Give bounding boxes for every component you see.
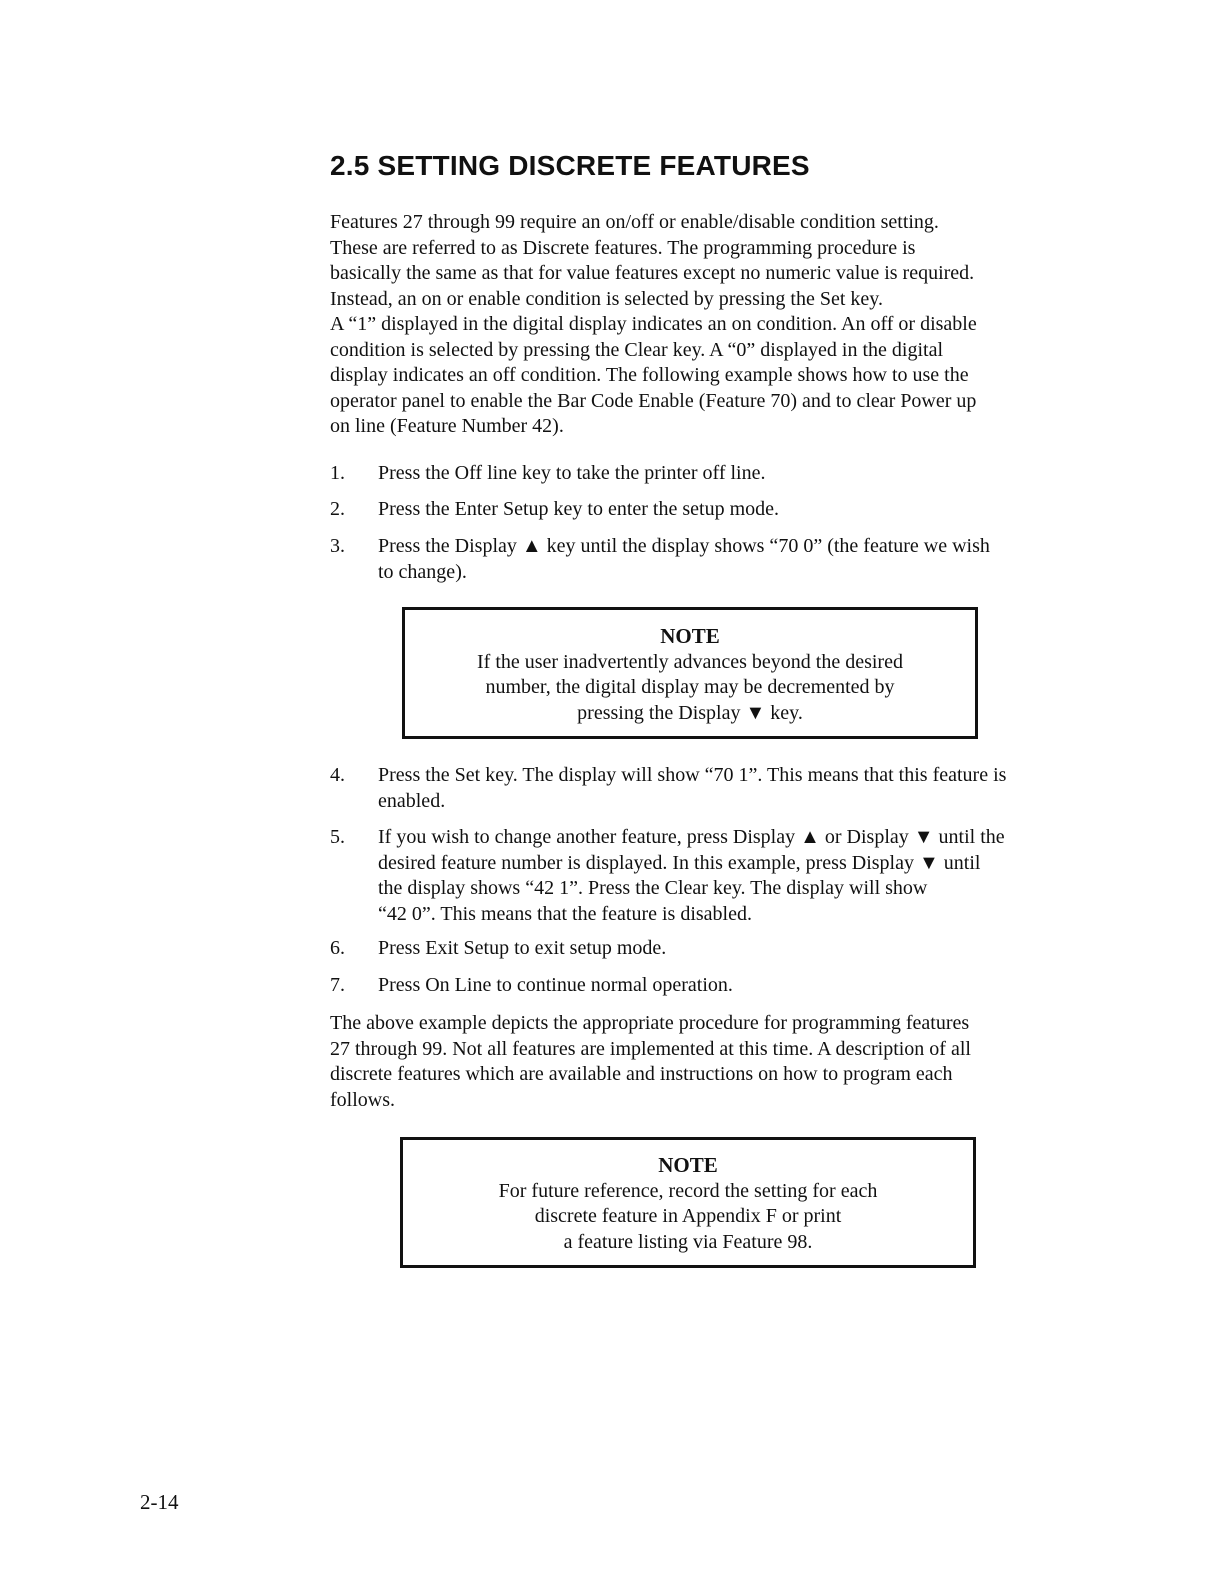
step-text: If you wish to change another feature, press Display ▲ or Display ▼ until the: [378, 826, 1005, 848]
step-text: “42 0”. This means that the feature is disabled.: [378, 902, 752, 925]
step-text: Press the Off line key to take the printer off line.: [378, 462, 766, 484]
step-text: the display shows “42 1”. Press the Clear key. The display will show: [378, 877, 928, 899]
closing-paragraph: [330, 1011, 971, 1113]
section-heading: 2.5 SETTING DISCRETE FEATURES: [330, 150, 810, 181]
step-text: Press the Display ▲ key until the display shows “70 0” (the feature we wish: [378, 535, 990, 557]
page-number: 2-14: [140, 1490, 179, 1514]
note-title: NOTE: [658, 1153, 718, 1177]
step-text: Press the Set key. The display will show “70 1”. This means that this feature is: [378, 764, 1007, 786]
note-line: number, the digital display may be decremented by: [485, 676, 895, 698]
step-number: 4.: [330, 764, 345, 786]
note-title: NOTE: [660, 624, 720, 648]
step-number: 1.: [330, 462, 345, 484]
text-line: basically the same as that for value features except no numeric value is required.: [330, 262, 975, 284]
step-number: 3.: [330, 535, 345, 557]
step-text: Press the Enter Setup key to enter the setup mode.: [378, 498, 780, 520]
text-line: Instead, an on or enable condition is selected by pressing the Set key.: [330, 287, 883, 310]
text-line: display indicates an off condition. The following example shows how to use the: [330, 364, 969, 386]
intro-paragraph: [330, 210, 977, 440]
note-box-feature-reference: [400, 1137, 976, 1268]
note-line: For future reference, record the setting for each: [498, 1179, 878, 1202]
step-text: enabled.: [378, 789, 446, 812]
note-line: If the user inadvertently advances beyond the desired: [477, 650, 903, 673]
text-line: follows.: [330, 1088, 395, 1111]
note-box-display-decrement: [402, 607, 978, 739]
text-line: condition is selected by pressing the Clear key. A “0” displayed in the digital: [330, 338, 944, 361]
note-line: pressing the Display ▼ key.: [577, 701, 803, 724]
text-line: These are referred to as Discrete features. The programming procedure is: [330, 236, 916, 259]
text-line: The above example depicts the appropriate procedure for programming features: [330, 1012, 970, 1034]
text-line: discrete features which are available and instructions on how to program each: [330, 1063, 953, 1085]
text-line: on line (Feature Number 42).: [330, 415, 564, 437]
step-number: 2.: [330, 498, 345, 520]
note-line: a feature listing via Feature 98.: [563, 1230, 813, 1253]
text-line: operator panel to enable the Bar Code Enable (Feature 70) and to clear Power up: [330, 389, 977, 412]
note-line: discrete feature in Appendix F or print: [534, 1205, 842, 1227]
step-text: Press Exit Setup to exit setup mode.: [378, 937, 667, 959]
text-line: A “1” displayed in the digital display indicates an on condition. An off or disable: [330, 313, 977, 335]
step-number: 7.: [330, 974, 345, 996]
step-text: Press On Line to continue normal operation.: [378, 974, 733, 996]
step-text: desired feature number is displayed. In this example, press Display ▼ until: [378, 851, 981, 874]
step-text: to change).: [378, 560, 467, 583]
step-number: 6.: [330, 937, 345, 959]
text-line: Features 27 through 99 require an on/off or enable/disable condition setting.: [330, 211, 939, 233]
step-number: 5.: [330, 826, 345, 848]
text-line: 27 through 99. Not all features are implemented at this time. A description of all: [330, 1037, 971, 1060]
